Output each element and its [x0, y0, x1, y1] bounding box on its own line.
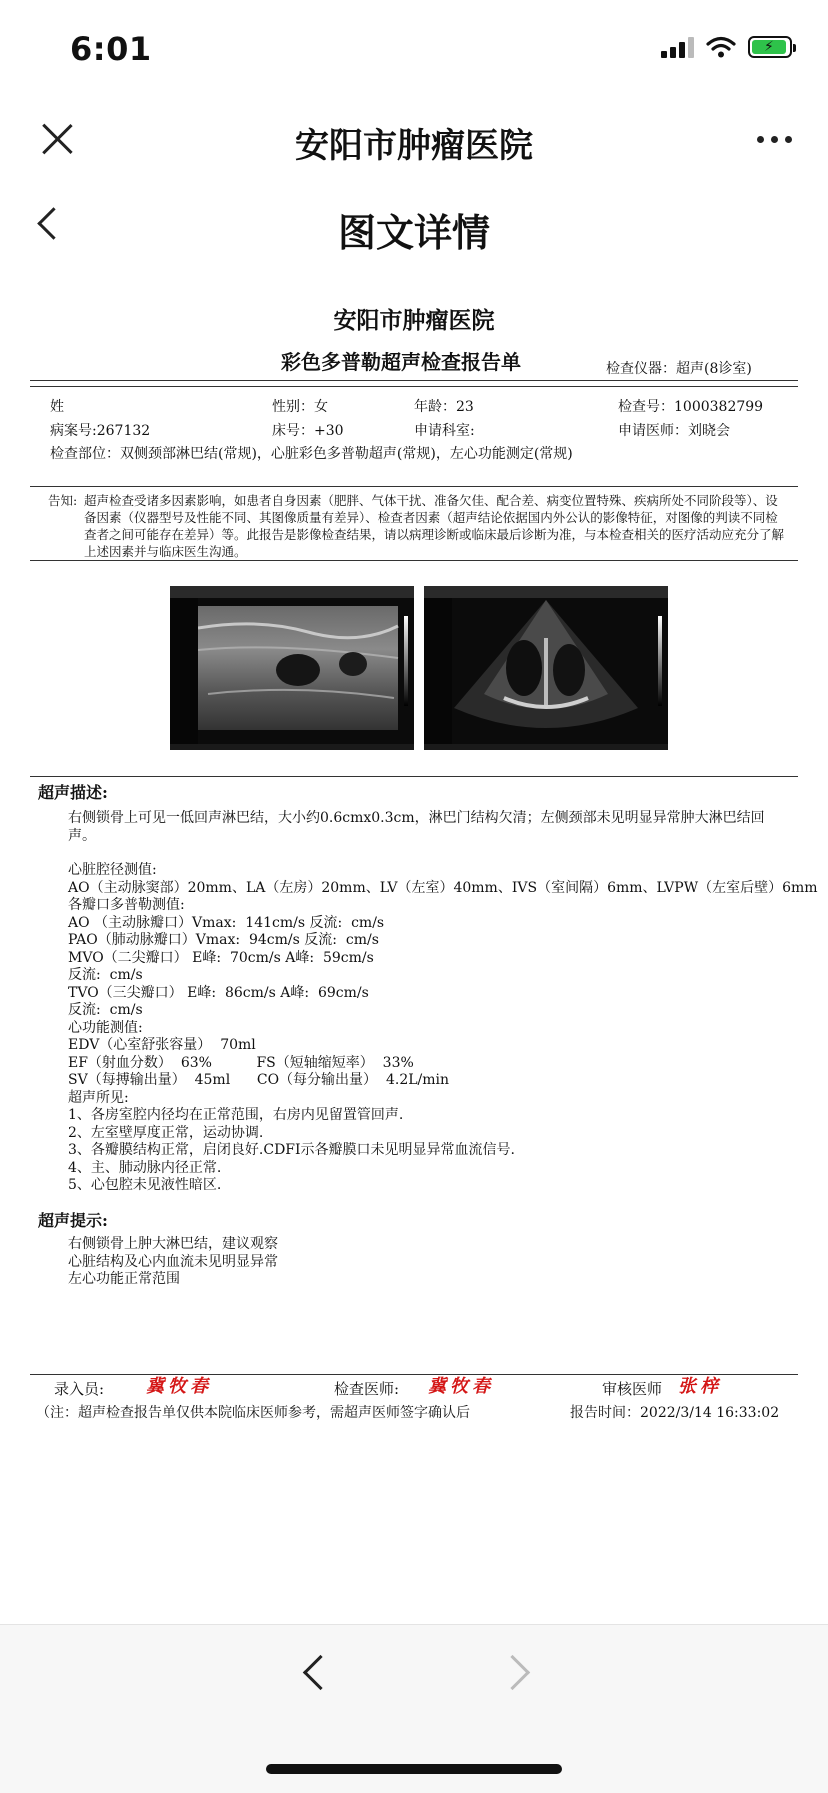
divider — [30, 560, 798, 561]
desc-line: AO （主动脉瓣口）Vmax: 141cm/s 反流: cm/s — [68, 914, 385, 931]
divider — [30, 380, 798, 381]
desc-line: 心功能测值: — [68, 1019, 143, 1036]
footnote: （注：超声检查报告单仅供本院临床医师参考，需超声医师签字确认后 — [36, 1405, 470, 1421]
notice-text: 超声检查受诸多因素影响，如患者自身因素（肥胖、气体干扰、准备欠佳、配合差、病变位置特殊、疾病所处不同阶段等）、设备因素（仪器型号及性能不同、其图像质量有差异）、检查者因素（超声结论依据国内外公认的影像特征，对图像的判读不同检查者之间可能存在差异）等。此报告是影像检查结果，请以病理诊断或临床最后诊断为准，与本检查相关的医疗活动应充分了解上述因素并与临床医生沟通。 — [84, 493, 785, 559]
hint-lines — [68, 1236, 278, 1289]
request-dept: 申请科室: — [414, 423, 475, 439]
record-number: 病案号:267132 — [50, 423, 151, 439]
report-hospital: 安阳市肿瘤医院 — [333, 307, 495, 334]
home-indicator[interactable] — [266, 1764, 562, 1774]
desc-line: AO（主动脉窦部）20mm、LA（左房）20mm、LV（左室）40mm、IVS（室间隔）6mm、LVPW（左室后壁）6mm — [68, 879, 818, 896]
desc-line: 各瓣口多普勒测值: — [68, 897, 185, 913]
divider — [30, 386, 798, 387]
patient-name: 姓 — [50, 399, 64, 415]
examiner-label: 检查医师: — [334, 1380, 400, 1398]
hint-line: 左心功能正常范围 — [68, 1271, 180, 1287]
desc-line: 5、心包腔未见液性暗区. — [68, 1177, 222, 1193]
report-instrument: 检查仪器：超声(8诊室) — [606, 361, 752, 377]
hint-heading: 超声提示: — [38, 1211, 108, 1230]
battery-charging-icon: ⚡ — [748, 36, 792, 58]
desc-line: 心脏腔径测值: — [68, 862, 157, 878]
divider — [30, 776, 798, 777]
more-icon[interactable] — [757, 136, 792, 143]
desc-line: TVO（三尖瓣口） E峰: 86cm/s A峰: 69cm/s — [68, 984, 369, 1001]
ultrasound-image-neck — [170, 586, 414, 750]
status-icons — [661, 36, 792, 58]
reviewer-label: 审核医师 — [602, 1380, 663, 1398]
nav-title: 安阳市肿瘤医院 — [295, 126, 533, 166]
desc-lines — [68, 862, 818, 1195]
desc-line: 反流: cm/s — [68, 967, 143, 983]
notice-label: 告知: — [48, 493, 78, 508]
patient-age: 年龄：23 — [414, 399, 474, 415]
recorder-label: 录入员: — [54, 1380, 105, 1398]
recorder-signature: 冀牧春 — [146, 1376, 212, 1397]
desc-line: EDV（心室舒张容量） 70ml — [68, 1037, 256, 1053]
page-title: 图文详情 — [337, 211, 490, 255]
hint-line: 心脏结构及心内血流未见明显异常 — [68, 1253, 278, 1270]
bed-number: 床号：+30 — [272, 423, 344, 439]
desc-line: MVO（二尖瓣口） E峰: 70cm/s A峰: 59cm/s — [68, 949, 374, 966]
request-doctor: 申请医师：刘晓会 — [618, 423, 730, 439]
desc-paragraph: 右侧锁骨上可见一低回声淋巴结，大小约0.6cmx0.3cm，淋巴门结构欠清；左侧颈部未见明显异常肿大淋巴结回声。 — [68, 810, 765, 844]
desc-line: EF（射血分数） 63% FS（短轴缩短率） 33% — [68, 1054, 414, 1071]
ultrasound-image-heart — [424, 586, 668, 750]
wifi-icon — [706, 36, 736, 58]
exam-number: 检查号：1000382799 — [618, 399, 764, 415]
desc-line: 1、各房室腔内径均在正常范围，右房内见留置管回声. — [68, 1107, 404, 1123]
reviewer-signature: 张梓 — [678, 1376, 722, 1397]
desc-line: 反流: cm/s — [68, 1002, 143, 1018]
notice-block — [48, 492, 786, 560]
exam-site: 检查部位：双侧颈部淋巴结(常规)，心脏彩色多普勒超声(常规)，左心功能测定(常规) — [50, 446, 573, 462]
desc-line: 2、左室壁厚度正常，运动协调. — [68, 1124, 264, 1141]
desc-line: PAO（肺动脉瓣口）Vmax: 94cm/s 反流: cm/s — [68, 932, 379, 948]
status-time: 6:01 — [70, 30, 152, 68]
desc-line: 4、主、肺动脉内径正常. — [68, 1159, 222, 1176]
hint-line: 右侧锁骨上肿大淋巴结，建议观察 — [68, 1236, 278, 1252]
patient-gender: 性别：女 — [272, 399, 328, 415]
desc-line: 超声所见: — [68, 1089, 129, 1106]
report-title: 彩色多普勒超声检查报告单 — [281, 350, 521, 374]
divider — [30, 486, 798, 487]
desc-line: SV（每搏输出量） 45ml CO（每分输出量） 4.2L/min — [68, 1072, 450, 1088]
examiner-signature: 冀牧春 — [428, 1376, 494, 1397]
desc-heading: 超声描述: — [38, 783, 108, 802]
report-time: 报告时间：2022/3/14 16:33:02 — [570, 1405, 780, 1421]
signal-icon — [661, 36, 694, 58]
desc-line: 3、各瓣膜结构正常，启闭良好.CDFI示各瓣膜口未见明显异常血流信号. — [68, 1142, 515, 1158]
